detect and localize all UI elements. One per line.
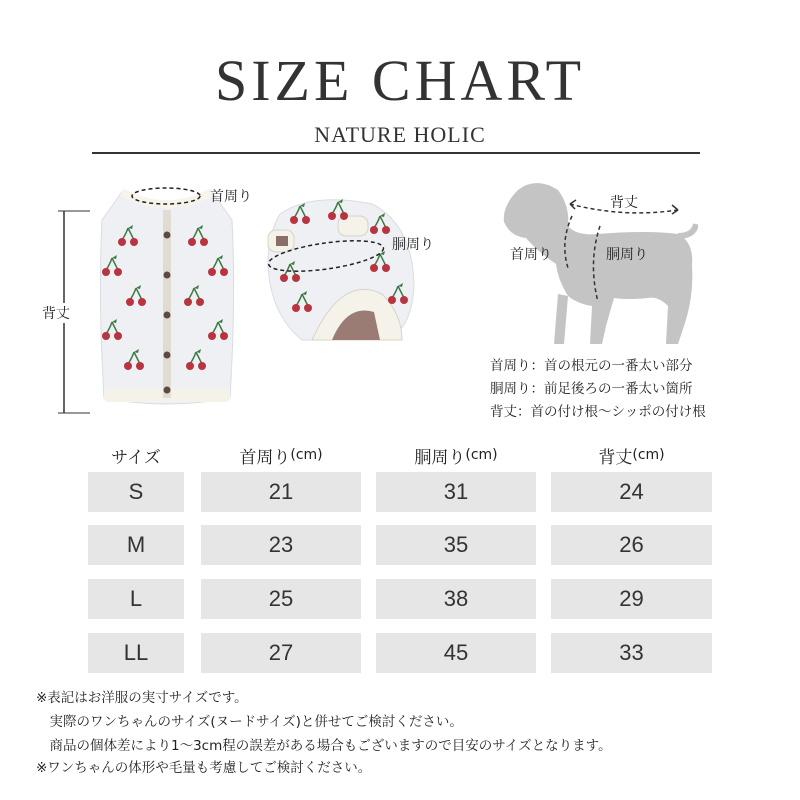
table-cell-chest: 35 bbox=[376, 525, 536, 565]
definition-neck: 首周り：首の根元の一番太い部分 bbox=[490, 358, 693, 374]
footnote-4: ※ワンちゃんの体形や毛量も考慮してご検討ください。 bbox=[36, 760, 372, 776]
dog-neck-marker bbox=[556, 212, 586, 272]
footnote-3: 商品の個体差により1〜3cm程の誤差がある場合もございますので目安のサイズとなります。 bbox=[36, 738, 612, 754]
table-cell-length: 26 bbox=[551, 525, 712, 565]
footnote-1: ※表記はお洋服の実寸サイズです。 bbox=[36, 690, 248, 706]
table-cell-chest: 38 bbox=[376, 579, 536, 619]
page-title: SIZE CHART bbox=[214, 48, 586, 113]
dog-chest-label: 胴周り bbox=[606, 247, 648, 263]
header-chest: 胴周り (cm) bbox=[414, 447, 498, 468]
length-label-front: 背丈 bbox=[42, 303, 70, 323]
header-neck: 首周り (cm) bbox=[239, 447, 323, 468]
sweater-front-photo bbox=[92, 180, 242, 415]
table-cell-size: L bbox=[88, 579, 184, 619]
table-cell-size: M bbox=[88, 525, 184, 565]
definition-chest: 胴周り：前足後ろの一番太い箇所 bbox=[490, 381, 693, 397]
definition-length: 背丈：首の付け根〜シッポの付け根 bbox=[490, 404, 706, 420]
neck-label-front: 首周り bbox=[210, 189, 252, 205]
brand-subtitle: NATURE HOLIC bbox=[314, 122, 486, 147]
table-cell-chest: 45 bbox=[376, 633, 536, 673]
table-cell-neck: 21 bbox=[201, 472, 361, 512]
table-cell-neck: 23 bbox=[201, 525, 361, 565]
dog-length-label: 背丈 bbox=[610, 195, 638, 211]
table-cell-chest: 31 bbox=[376, 472, 536, 512]
neck-measure-marker bbox=[128, 184, 208, 208]
table-cell-length: 33 bbox=[551, 633, 712, 673]
table-cell-size: S bbox=[88, 472, 184, 512]
dog-chest-marker bbox=[586, 222, 610, 306]
table-cell-neck: 25 bbox=[201, 579, 361, 619]
header-size: サイズ bbox=[111, 447, 161, 468]
table-cell-length: 29 bbox=[551, 579, 712, 619]
footnote-2: 実際のワンちゃんのサイズ(ヌードサイズ)と併せてご検討ください。 bbox=[36, 714, 463, 730]
dog-neck-label: 首周り bbox=[510, 247, 552, 263]
table-cell-size: LL bbox=[88, 633, 184, 673]
header-length: 背丈 (cm) bbox=[598, 447, 665, 468]
table-cell-length: 24 bbox=[551, 472, 712, 512]
chest-measure-marker bbox=[264, 230, 394, 282]
title-divider bbox=[92, 152, 700, 154]
table-cell-neck: 27 bbox=[201, 633, 361, 673]
chest-label-back: 胴周り bbox=[392, 237, 434, 253]
